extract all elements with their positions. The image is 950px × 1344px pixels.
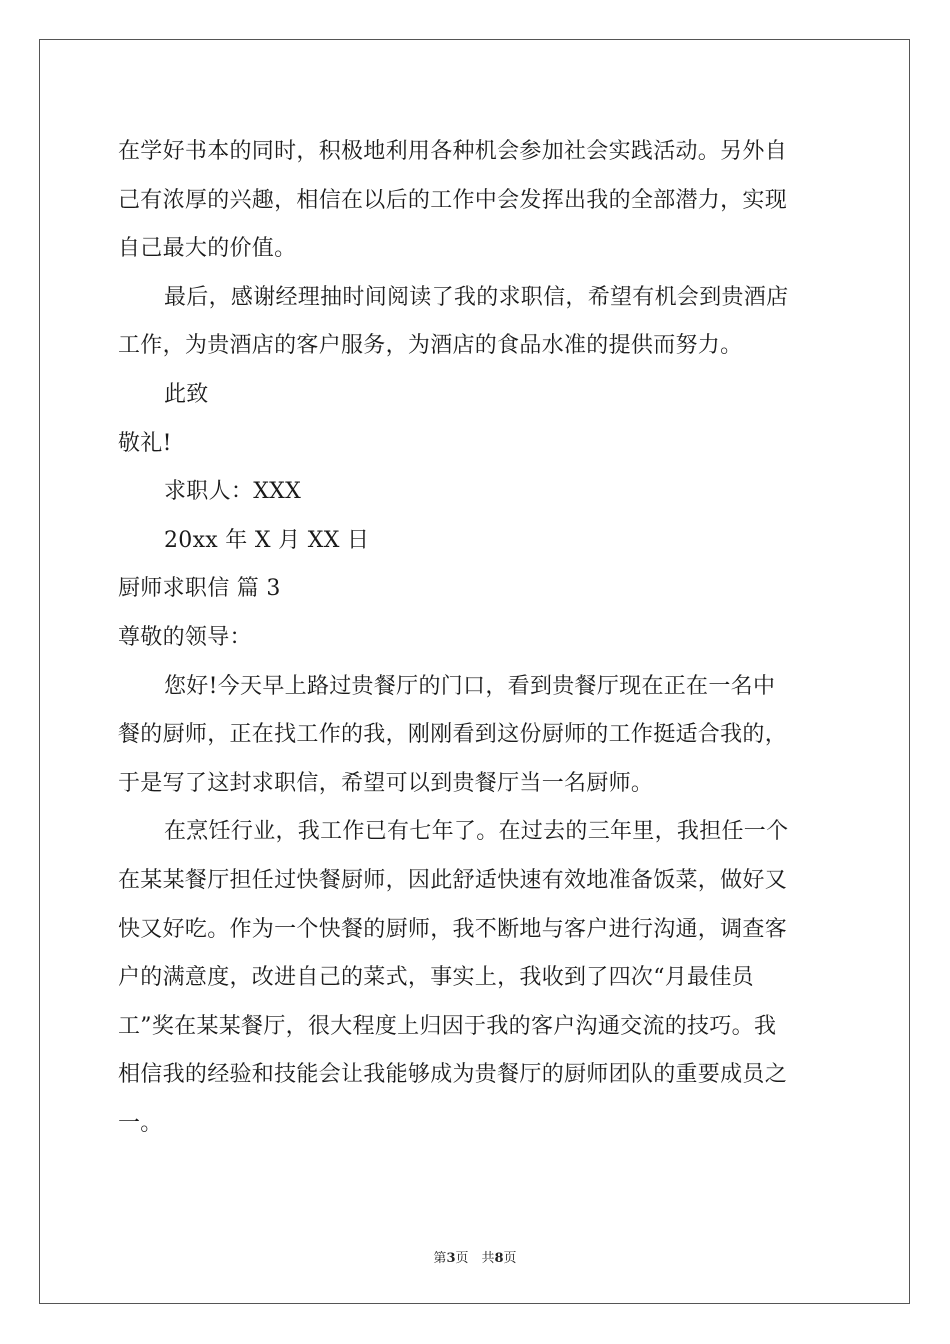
text-line: 20xx 年 X 月 XX 日 [164, 527, 370, 553]
text-line: 在烹饪行业，我工作已有七年了。在过去的三年里，我担任一个 [164, 819, 789, 845]
text-line: 此致 [164, 381, 209, 407]
text-line: 餐的厨师，正在找工作的我，刚刚看到这份厨师的工作挺适合我的， [118, 722, 788, 748]
text-line: 一。 [118, 1110, 163, 1136]
text-line: 工作，为贵酒店的客户服务，为酒店的食品水准的提供而努力。 [118, 333, 743, 359]
page-number-current: 3 [446, 1251, 456, 1266]
text-line: 在学好书本的同时，积极地利用各种机会参加社会实践活动。另外自 [118, 139, 788, 164]
page-footer [0, 1247, 950, 1266]
text-line: 敬礼! [118, 430, 172, 456]
page-number-mid: 页 共 [455, 1251, 495, 1266]
text-line: 己有浓厚的兴趣，相信在以后的工作中会发挥出我的全部潜力，实现 [118, 187, 788, 213]
text-line: 相信我的经验和技能会让我能够成为贵餐厅的厨师团队的重要成员之 [118, 1062, 788, 1088]
text-line: 最后，感谢经理抽时间阅读了我的求职信，希望有机会到贵酒店 [164, 284, 789, 310]
text-line: 厨师求职信 篇 3 [118, 576, 281, 602]
page-number-total: 8 [494, 1251, 504, 1266]
text-line: 您好!今天早上路过贵餐厅的门口，看到贵餐厅现在正在一名中 [164, 673, 776, 699]
text-line: 工”奖在某某餐厅，很大程度上归因于我的客户沟通交流的技巧。我 [118, 1013, 777, 1039]
text-line: 求职人：XXX [164, 479, 302, 505]
text-line: 于是写了这封求职信，希望可以到贵餐厅当一名厨师。 [118, 770, 654, 796]
page-number-suffix: 页 [503, 1251, 517, 1266]
text-line: 尊敬的领导： [118, 624, 252, 650]
text-line: 在某某餐厅担任过快餐厨师，因此舒适快速有效地准备饭菜，做好又 [118, 867, 788, 893]
text-line: 户的满意度，改进自己的菜式，事实上，我收到了四次“月最佳员 [118, 965, 754, 991]
document-body [118, 128, 836, 1148]
text-line: 自己最大的价值。 [118, 236, 297, 262]
text-line: 快又好吃。作为一个快餐的厨师，我不断地与客户进行沟通，调查客 [118, 916, 788, 942]
page-number-prefix: 第 [433, 1251, 447, 1266]
